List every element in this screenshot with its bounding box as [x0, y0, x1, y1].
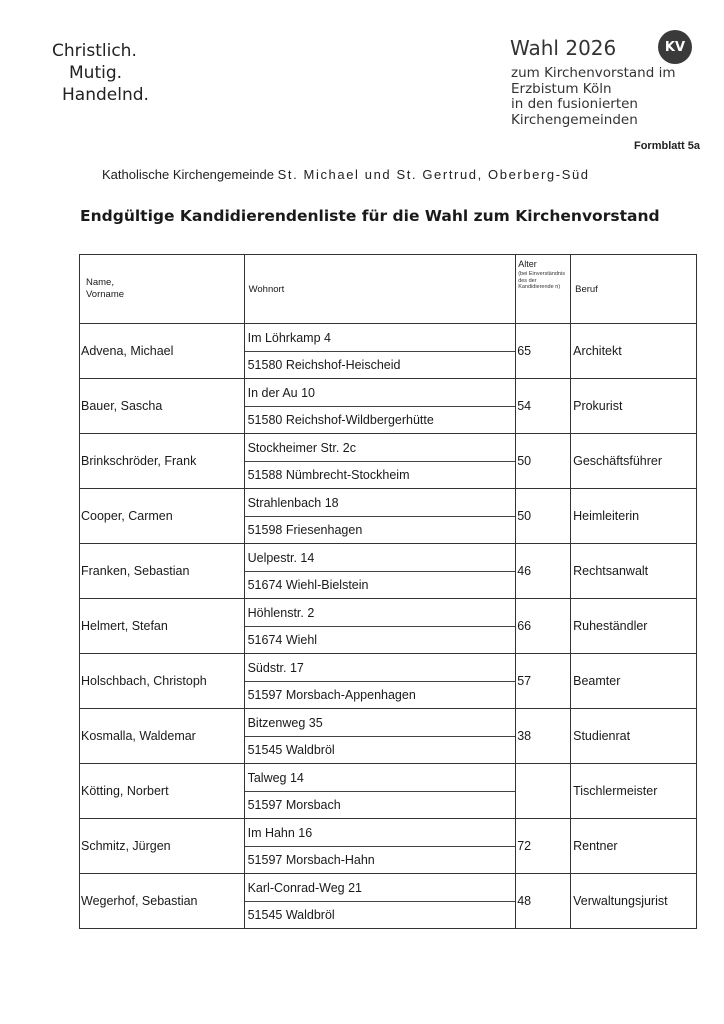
candidate-age: 57 [516, 654, 571, 709]
table-row [80, 819, 697, 874]
address-street: Karl-Conrad-Weg 21 [245, 874, 516, 902]
table-row [80, 544, 697, 599]
address-city: 51597 Morsbach-Appenhagen [247, 688, 416, 702]
candidate-name: Wegerhof, Sebastian [80, 874, 245, 929]
candidate-name: Advena, Michael [80, 324, 245, 379]
candidate-address [244, 764, 516, 819]
subtitle-line: zum Kirchenvorstand im [511, 65, 676, 81]
table-row [80, 764, 697, 819]
address-city: 51545 Waldbröl [247, 743, 335, 757]
kv-badge: KV [658, 30, 692, 64]
candidate-name: Kötting, Norbert [80, 764, 245, 819]
candidate-name: Cooper, Carmen [80, 489, 245, 544]
candidate-address [244, 599, 516, 654]
candidate-address [244, 654, 516, 709]
address-street: Talweg 14 [245, 764, 516, 792]
candidate-age: 65 [516, 324, 571, 379]
address-city: 51597 Morsbach-Hahn [247, 853, 375, 867]
candidate-profession: Ruheständler [571, 599, 697, 654]
address-street: Höhlenstr. 2 [245, 599, 516, 627]
candidate-address [244, 324, 516, 379]
candidate-age: 72 [516, 819, 571, 874]
candidate-name: Bauer, Sascha [80, 379, 245, 434]
table-header-row [80, 255, 697, 324]
header-wohnort: Wohnort [244, 255, 516, 324]
candidate-age [516, 764, 571, 819]
address-street: Strahlenbach 18 [245, 489, 516, 517]
table-row [80, 324, 697, 379]
address-street: Uelpestr. 14 [245, 544, 516, 572]
header-name [80, 255, 245, 324]
candidate-profession: Rentner [571, 819, 697, 874]
election-subtitle [511, 66, 676, 128]
candidate-profession: Architekt [571, 324, 697, 379]
candidate-profession: Heimleiterin [571, 489, 697, 544]
candidate-address [244, 379, 516, 434]
candidate-age: 50 [516, 489, 571, 544]
address-city: 51545 Waldbröl [247, 908, 335, 922]
parish-line [102, 167, 590, 182]
form-number: Formblatt 5a [633, 140, 700, 152]
table-row [80, 654, 697, 709]
header-name-line: Vorname [86, 289, 125, 300]
candidate-name: Franken, Sebastian [80, 544, 245, 599]
candidate-age: 48 [516, 874, 571, 929]
candidate-address [244, 489, 516, 544]
candidate-address [244, 819, 516, 874]
header-alter-note: (bei Einverständnis des der Kandidierende n) [518, 271, 565, 290]
header-name-line: Name, [86, 277, 114, 288]
candidate-age: 38 [516, 709, 571, 764]
address-street: Südstr. 17 [245, 654, 516, 682]
parish-prefix: Katholische Kirchengemeinde [102, 167, 274, 182]
header-alter [516, 255, 571, 324]
slogan-line: Mutig. [69, 63, 123, 83]
table-row [80, 874, 697, 929]
address-city: 51674 Wiehl-Bielstein [247, 578, 369, 592]
candidate-age: 54 [516, 379, 571, 434]
address-city: 51580 Reichshof-Wildbergerhütte [247, 413, 434, 427]
subtitle-line: Erzbistum Köln [511, 80, 612, 97]
candidate-name: Brinkschröder, Frank [80, 434, 245, 489]
subtitle-line: Kirchengemeinden [511, 111, 638, 128]
address-city: 51588 Nümbrecht-Stockheim [247, 468, 410, 482]
candidate-profession: Rechtsanwalt [571, 544, 697, 599]
candidate-age: 50 [516, 434, 571, 489]
candidate-age: 46 [516, 544, 571, 599]
candidate-address [244, 544, 516, 599]
candidate-address [244, 709, 516, 764]
candidate-profession: Beamter [571, 654, 697, 709]
address-street: Stockheimer Str. 2c [245, 434, 516, 462]
candidate-name: Kosmalla, Waldemar [80, 709, 245, 764]
table-row [80, 709, 697, 764]
subtitle-line: in den fusionierten [511, 96, 638, 112]
candidate-address [244, 434, 516, 489]
candidate-age: 66 [516, 599, 571, 654]
candidate-name: Helmert, Stefan [80, 599, 245, 654]
address-city: 51597 Morsbach [247, 798, 341, 812]
header-beruf: Beruf [571, 255, 697, 324]
candidate-address [244, 874, 516, 929]
parish-name: St. Michael und St. Gertrud, Oberberg-Süd [277, 167, 590, 182]
election-title: Wahl 2026 [510, 36, 617, 60]
address-street: Bitzenweg 35 [245, 709, 516, 737]
candidate-profession: Geschäftsführer [571, 434, 697, 489]
candidate-profession: Verwaltungsjurist [571, 874, 697, 929]
slogan-line: Handelnd. [62, 85, 149, 105]
candidate-profession: Prokurist [571, 379, 697, 434]
table-row [80, 599, 697, 654]
candidate-profession: Studienrat [571, 709, 697, 764]
address-street: Im Löhrkamp 4 [245, 324, 516, 352]
candidate-name: Schmitz, Jürgen [80, 819, 245, 874]
slogan [52, 40, 149, 106]
address-city: 51598 Friesenhagen [247, 523, 363, 537]
slogan-line: Christlich. [52, 41, 137, 61]
document-heading: Endgültige Kandidierendenliste für die Wahl zum Kirchenvorstand [80, 207, 660, 225]
address-city: 51674 Wiehl [247, 633, 318, 647]
table-row [80, 489, 697, 544]
address-city: 51580 Reichshof-Heischeid [247, 358, 401, 372]
candidate-profession: Tischlermeister [571, 764, 697, 819]
table-row [80, 379, 697, 434]
candidate-name: Holschbach, Christoph [80, 654, 245, 709]
candidate-table [79, 254, 697, 929]
table-row [80, 434, 697, 489]
address-street: Im Hahn 16 [245, 819, 516, 847]
header-alter-label: Alter [518, 259, 537, 269]
address-street: In der Au 10 [245, 379, 516, 407]
